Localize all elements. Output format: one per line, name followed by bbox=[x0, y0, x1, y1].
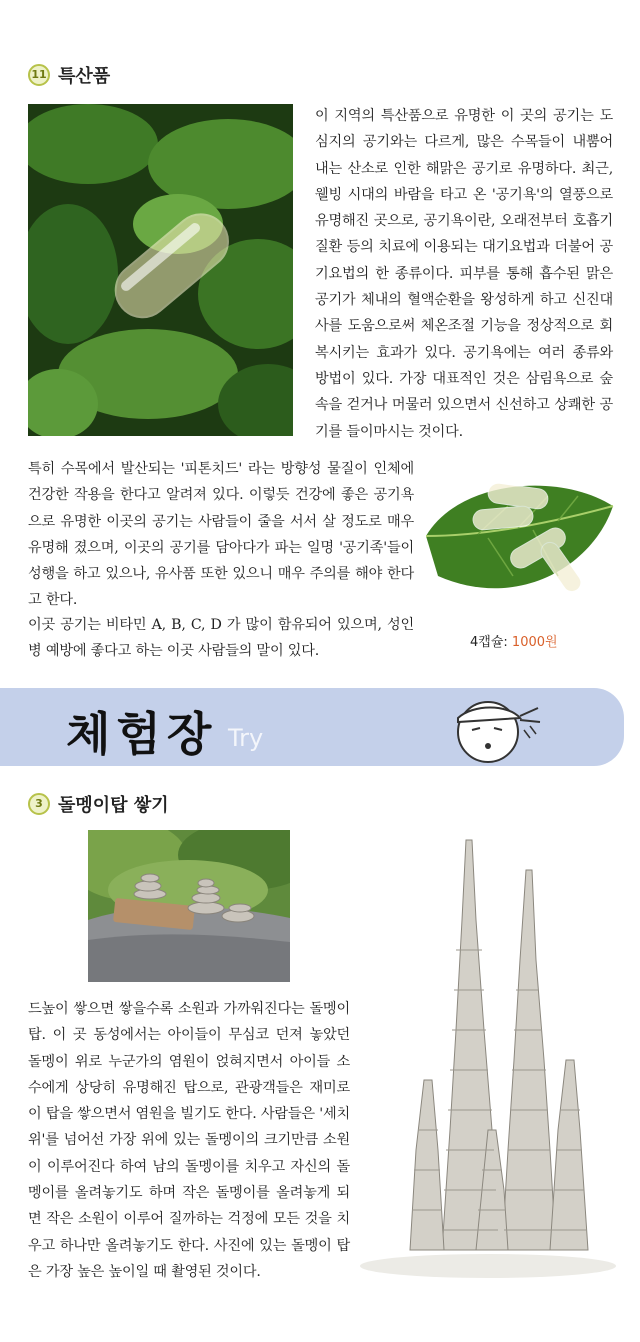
leaf-capsules-image bbox=[418, 466, 618, 616]
stone-tower-illustration bbox=[358, 830, 620, 1280]
price-caption bbox=[470, 631, 558, 650]
section-number-badge: 3 bbox=[28, 793, 50, 815]
banner-title: 체험장 bbox=[66, 707, 218, 761]
caption-price: 1000원 bbox=[511, 635, 558, 650]
stone-tower-paragraph: 드높이 쌓으면 쌓을수록 소원과 가까워진다는 돌멩이 탑. 이 곳 동성에서는 아이들이 무심코 던져 놓았던 돌멩이 위로 누군가의 염원이 얹혀지면서 아이들 소수에게 상당히 유명해진 탑으로, 관광객들은 재미로 이 탑을 쌓으면서 염원을 빌기도 한다. 사람들은 '세치 위'를 넘어선 가장 위에 있는 돌멩이의 크기만큼 소원이 이루어진다 하여 남의 돌멩이를 치우고 자신의 돌멩이를 올려놓기도 하며 작은 돌멩이를 올려놓게 되면 작은 소원이 이루어 질까하는 걱정에 모든 것을 치우고 하나만 올려놓기도 한다. 사진에 있는 돌멩이 탑은 가장 높은 높이일 때 촬영된 것이다. bbox=[28, 1001, 350, 1280]
cartoon-face-icon bbox=[438, 694, 548, 764]
specialty-paragraph-vitamin: 이곳 공기는 비타민 A, B, C, D 가 많이 함유되어 있으며, 성인병 예방에 좋다고 하는 이곳 사람들의 말이 있다. bbox=[28, 617, 414, 660]
section-heading-specialty bbox=[28, 62, 110, 88]
specialty-paragraph-right: 이 지역의 특산품으로 유명한 이 곳의 공기는 도심지의 공기와는 다르게, 많은 수목들이 내뿜어 내는 산소로 인한 해맑은 공기로 유명하다. 최근, 웰빙 시대의 바람을 타고 온 '공기욕'의 열풍으로 유명해진 곳으로, 공기욕이란, 오래전부터 호흡기질환 등의 치료에 이용되는 대기요법과 더불어 공기요법의 한 종류이다. 피부를 통해 흡수된 맑은 공기가 체내의 혈액순환을 왕성하게 하고 신진대사를 도움으로써 체온조절 기능을 정상적으로 회복시키는 효과가 있다. 공기욕에는 여러 종류와 방법이 있다. 가장 대표적인 것은 삼림욕으로 숲 속을 걷거나 머물러 있으면서 신선하고 상쾌한 공기를 들이마시는 것이다. bbox=[315, 108, 613, 440]
caption-label: 4캡슐: bbox=[470, 635, 508, 650]
section-title: 특산품 bbox=[58, 66, 111, 87]
specialty-paragraph-left: 특히 수목에서 발산되는 '피톤치드' 라는 방향성 물질이 인체에 건강한 작용을 한다고 알려져 있다. 이렇듯 건강에 좋은 공기욕으로 유명한 이곳의 공기는 사람들이 줄을 서서 살 정도로 매우 유명해 졌으며, 이곳의 공기를 담아다가 파는 일명 '공기족'들이 성행을 하고 있으나, 유사품 또한 있으니 매우 주의를 해야 한다고 한다. bbox=[28, 461, 414, 609]
capsule-leaves-photo bbox=[28, 104, 293, 436]
stone-tower-photo bbox=[88, 830, 290, 982]
banner-subtitle: Try bbox=[228, 724, 264, 752]
section-title: 돌멩이탑 쌓기 bbox=[58, 795, 169, 816]
section-number-badge: 11 bbox=[28, 64, 50, 86]
section-heading-stone-tower bbox=[28, 791, 169, 817]
